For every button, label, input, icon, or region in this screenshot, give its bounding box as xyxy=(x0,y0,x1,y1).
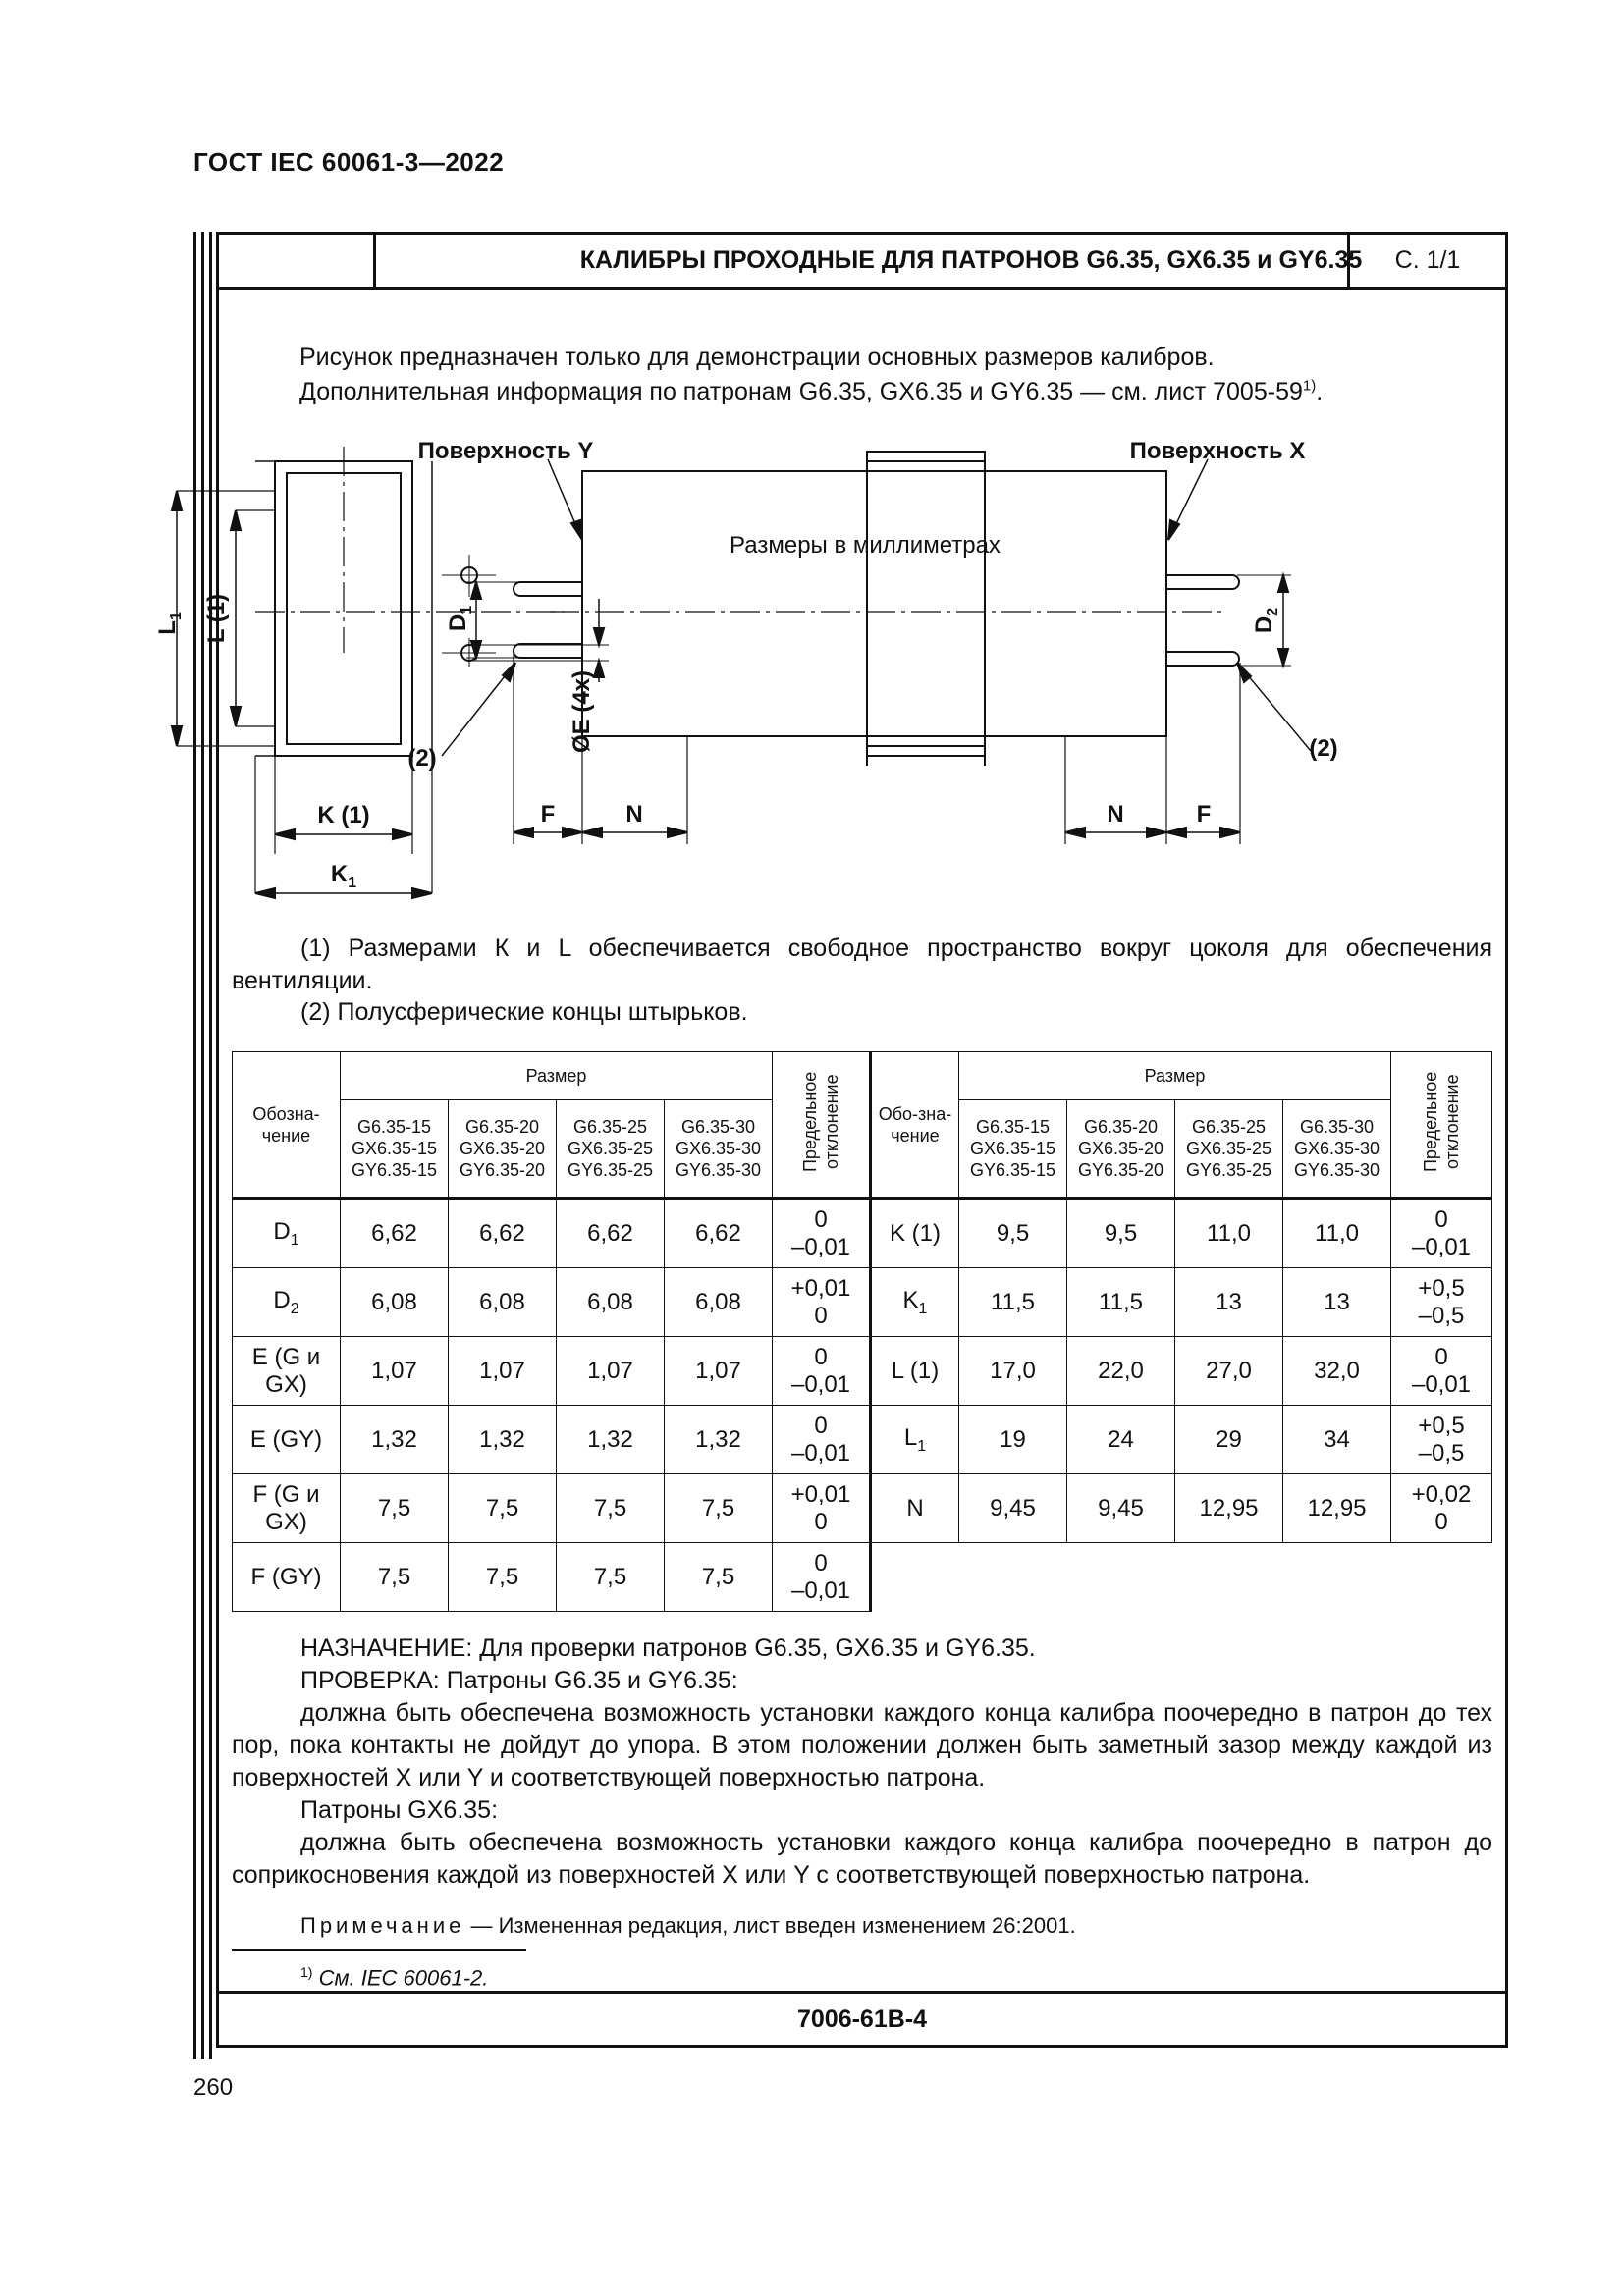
size-value: 13 xyxy=(1283,1268,1391,1337)
size-value: 9,45 xyxy=(959,1474,1067,1543)
size-value: 6,08 xyxy=(449,1268,557,1337)
intro-line-1: Рисунок предназначен только для демонстрации основных размеров калибров. xyxy=(299,344,1215,371)
note-1: (1) Размерами К и L обеспечивается свободное пространство вокруг цоколя для обеспечения вентиляции. xyxy=(232,934,1492,994)
label-F-right: F xyxy=(1196,801,1212,828)
note-2: (2) Полусферические концы штырьков. xyxy=(300,998,748,1026)
size-value: 11,5 xyxy=(1067,1268,1175,1337)
tolerance: +0,01 0 xyxy=(773,1268,871,1337)
check-heading: ПРОВЕРКА: Патроны G6.35 и GY6.35: xyxy=(300,1667,738,1694)
row-designation: F (G и GX) xyxy=(233,1474,341,1543)
size-value: 7,5 xyxy=(449,1474,557,1543)
label-surface-x: Поверхность X xyxy=(1129,438,1306,464)
size-value: 1,07 xyxy=(341,1337,449,1406)
tolerance: 0 –0,01 xyxy=(1391,1337,1492,1406)
size-value: 12,95 xyxy=(1175,1474,1283,1543)
label-K1: $K_1$ xyxy=(330,861,357,891)
size-value: 34 xyxy=(1283,1406,1391,1474)
size-value: 6,62 xyxy=(665,1199,773,1268)
row-designation: K (1) xyxy=(871,1199,959,1268)
size-value: 7,5 xyxy=(341,1543,449,1612)
label-ref2-left: (2) xyxy=(407,745,437,772)
size-value: 24 xyxy=(1067,1406,1175,1474)
header-size-column: G6.35-30 GX6.35-30 GY6.35-30 xyxy=(1283,1100,1391,1199)
sheet-number: С. 1/1 xyxy=(1347,235,1505,287)
size-value: 11,0 xyxy=(1175,1199,1283,1268)
size-value: 11,5 xyxy=(959,1268,1067,1337)
label-L1: $L_1$ xyxy=(154,612,185,635)
title-left-cell xyxy=(219,235,376,287)
size-value: 9,5 xyxy=(1067,1199,1175,1268)
size-value: 9,45 xyxy=(1067,1474,1175,1543)
row-designation: $D_1$ xyxy=(233,1199,341,1268)
size-value: 27,0 xyxy=(1175,1337,1283,1406)
row-designation: $L_1$ xyxy=(871,1406,959,1474)
size-value: 9,5 xyxy=(959,1199,1067,1268)
size-value: 11,0 xyxy=(1283,1199,1391,1268)
binding-line xyxy=(193,232,196,2059)
gx-heading: Патроны GX6.35: xyxy=(300,1796,499,1824)
size-value: 7,5 xyxy=(557,1474,665,1543)
label-F-left: F xyxy=(540,801,556,828)
title-row xyxy=(219,235,1505,290)
row-designation: L (1) xyxy=(871,1337,959,1406)
size-value: 1,07 xyxy=(449,1337,557,1406)
header-size-column: G6.35-15 GX6.35-15 GY6.35-15 xyxy=(959,1100,1067,1199)
remark: Примечание — Измененная редакция, лист введен изменением 26:2001. xyxy=(300,1913,1076,1938)
binding-line xyxy=(209,232,212,2059)
check-text-g-gy: должна быть обеспечена возможность установки каждого конца калибра поочередно в патрон до тех пор, пока контакты не дойдут до упора. В этом положении должен быть заметный зазор между каждой из поверхностей X или Y и соответствующей поверхностью патрона. xyxy=(232,1699,1492,1791)
size-value: 7,5 xyxy=(665,1543,773,1612)
size-value: 1,32 xyxy=(449,1406,557,1474)
size-value: 32,0 xyxy=(1283,1337,1391,1406)
standard-header: ГОСТ IEC 60061-3—2022 xyxy=(193,147,505,177)
table-row xyxy=(233,1474,1492,1543)
label-L: L (1) xyxy=(203,593,230,644)
label-surface-y: Поверхность Y xyxy=(417,438,594,464)
gauge-drawing xyxy=(154,432,1502,913)
purpose-text: НАЗНАЧЕНИЕ: Для проверки патронов G6.35, GX6.35 и GY6.35. xyxy=(300,1634,1036,1662)
tolerance: +0,02 0 xyxy=(1391,1474,1492,1543)
footnote: $^{1)}$ См. IEC 60061-2. xyxy=(300,1964,489,1991)
row-designation: F (GY) xyxy=(233,1543,341,1612)
size-value: 29 xyxy=(1175,1406,1283,1474)
tolerance: 0 –0,01 xyxy=(773,1406,871,1474)
size-value: 6,62 xyxy=(341,1199,449,1268)
tolerance: 0 –0,01 xyxy=(1391,1199,1492,1268)
row-designation: E (GY) xyxy=(233,1406,341,1474)
size-value: 1,32 xyxy=(341,1406,449,1474)
row-designation: $D_2$ xyxy=(233,1268,341,1337)
table-row xyxy=(233,1543,1492,1612)
label-N-right: N xyxy=(1107,801,1124,828)
label-ref2-right: (2) xyxy=(1309,735,1338,762)
label-D1: $D_1$ xyxy=(445,605,475,632)
size-value: 6,08 xyxy=(665,1268,773,1337)
header-size: Размер xyxy=(341,1052,773,1100)
header-size-column: G6.35-20 GX6.35-20 GY6.35-20 xyxy=(449,1100,557,1199)
header-designation: Обо-зна-чение xyxy=(871,1052,959,1199)
tolerance: 0 –0,01 xyxy=(773,1337,871,1406)
header-designation: Обозна-чение xyxy=(233,1052,341,1199)
tolerance: +0,5 –0,5 xyxy=(1391,1268,1492,1337)
sheet-title: КАЛИБРЫ ПРОХОДНЫЕ ДЛЯ ПАТРОНОВ G6.35, GX6.35 и GY6.35 xyxy=(579,246,1363,274)
header-size: Размер xyxy=(959,1052,1391,1100)
header-deviation: Предельное отклонение xyxy=(773,1052,871,1199)
size-value: 6,62 xyxy=(557,1199,665,1268)
size-value: 22,0 xyxy=(1067,1337,1175,1406)
dimensions-note: Размеры в миллиметрах xyxy=(730,532,1001,559)
tolerance: 0 –0,01 xyxy=(773,1199,871,1268)
row-designation: E (G и GX) xyxy=(233,1337,341,1406)
footnote-separator xyxy=(232,1949,526,1951)
tolerance: +0,01 0 xyxy=(773,1474,871,1543)
label-E: ØE (4x) xyxy=(568,669,595,754)
dimensions-table xyxy=(232,1051,1492,1612)
table-row xyxy=(233,1268,1492,1337)
size-value: 7,5 xyxy=(449,1543,557,1612)
row-designation: $K_1$ xyxy=(871,1268,959,1337)
header-size-column: G6.35-30 GX6.35-30 GY6.35-30 xyxy=(665,1100,773,1199)
size-value: 1,32 xyxy=(665,1406,773,1474)
size-value: 6,62 xyxy=(449,1199,557,1268)
page-number: 260 xyxy=(193,2074,234,2101)
size-value: 6,08 xyxy=(341,1268,449,1337)
size-value: 1,32 xyxy=(557,1406,665,1474)
header-size-column: G6.35-15 GX6.35-15 GY6.35-15 xyxy=(341,1100,449,1199)
empty-cell xyxy=(871,1543,1492,1612)
size-value: 12,95 xyxy=(1283,1474,1391,1543)
header-size-column: G6.35-25 GX6.35-25 GY6.35-25 xyxy=(1175,1100,1283,1199)
binding-line xyxy=(201,232,204,2059)
tolerance: 0 –0,01 xyxy=(773,1543,871,1612)
intro-line-2: Дополнительная информация по патронам G6.35, GX6.35 и GY6.35 — см. лист 7005-59$^{1)}$. xyxy=(299,377,1324,405)
size-value: 7,5 xyxy=(341,1474,449,1543)
row-designation: N xyxy=(871,1474,959,1543)
size-value: 1,07 xyxy=(557,1337,665,1406)
size-value: 1,07 xyxy=(665,1337,773,1406)
size-value: 19 xyxy=(959,1406,1067,1474)
table-row xyxy=(233,1199,1492,1268)
size-value: 7,5 xyxy=(557,1543,665,1612)
sheet-code: 7006-61B-4 xyxy=(219,1991,1505,2045)
label-N-left: N xyxy=(625,801,643,828)
size-value: 6,08 xyxy=(557,1268,665,1337)
header-size-column: G6.35-20 GX6.35-20 GY6.35-20 xyxy=(1067,1100,1175,1199)
tolerance: +0,5 –0,5 xyxy=(1391,1406,1492,1474)
size-value: 7,5 xyxy=(665,1474,773,1543)
size-value: 13 xyxy=(1175,1268,1283,1337)
label-K: K (1) xyxy=(317,802,370,828)
label-D2: $D_2$ xyxy=(1251,607,1281,634)
header-deviation: Предельное отклонение xyxy=(1391,1052,1492,1199)
check-text-gx: должна быть обеспечена возможность установки каждого конца калибра поочередно в патрон до соприкосновения каждой из поверхностей X или Y с соответствующей поверхностью патрона. xyxy=(232,1829,1492,1889)
header-size-column: G6.35-25 GX6.35-25 GY6.35-25 xyxy=(557,1100,665,1199)
size-value: 17,0 xyxy=(959,1337,1067,1406)
table-row xyxy=(233,1337,1492,1406)
table-row xyxy=(233,1406,1492,1474)
